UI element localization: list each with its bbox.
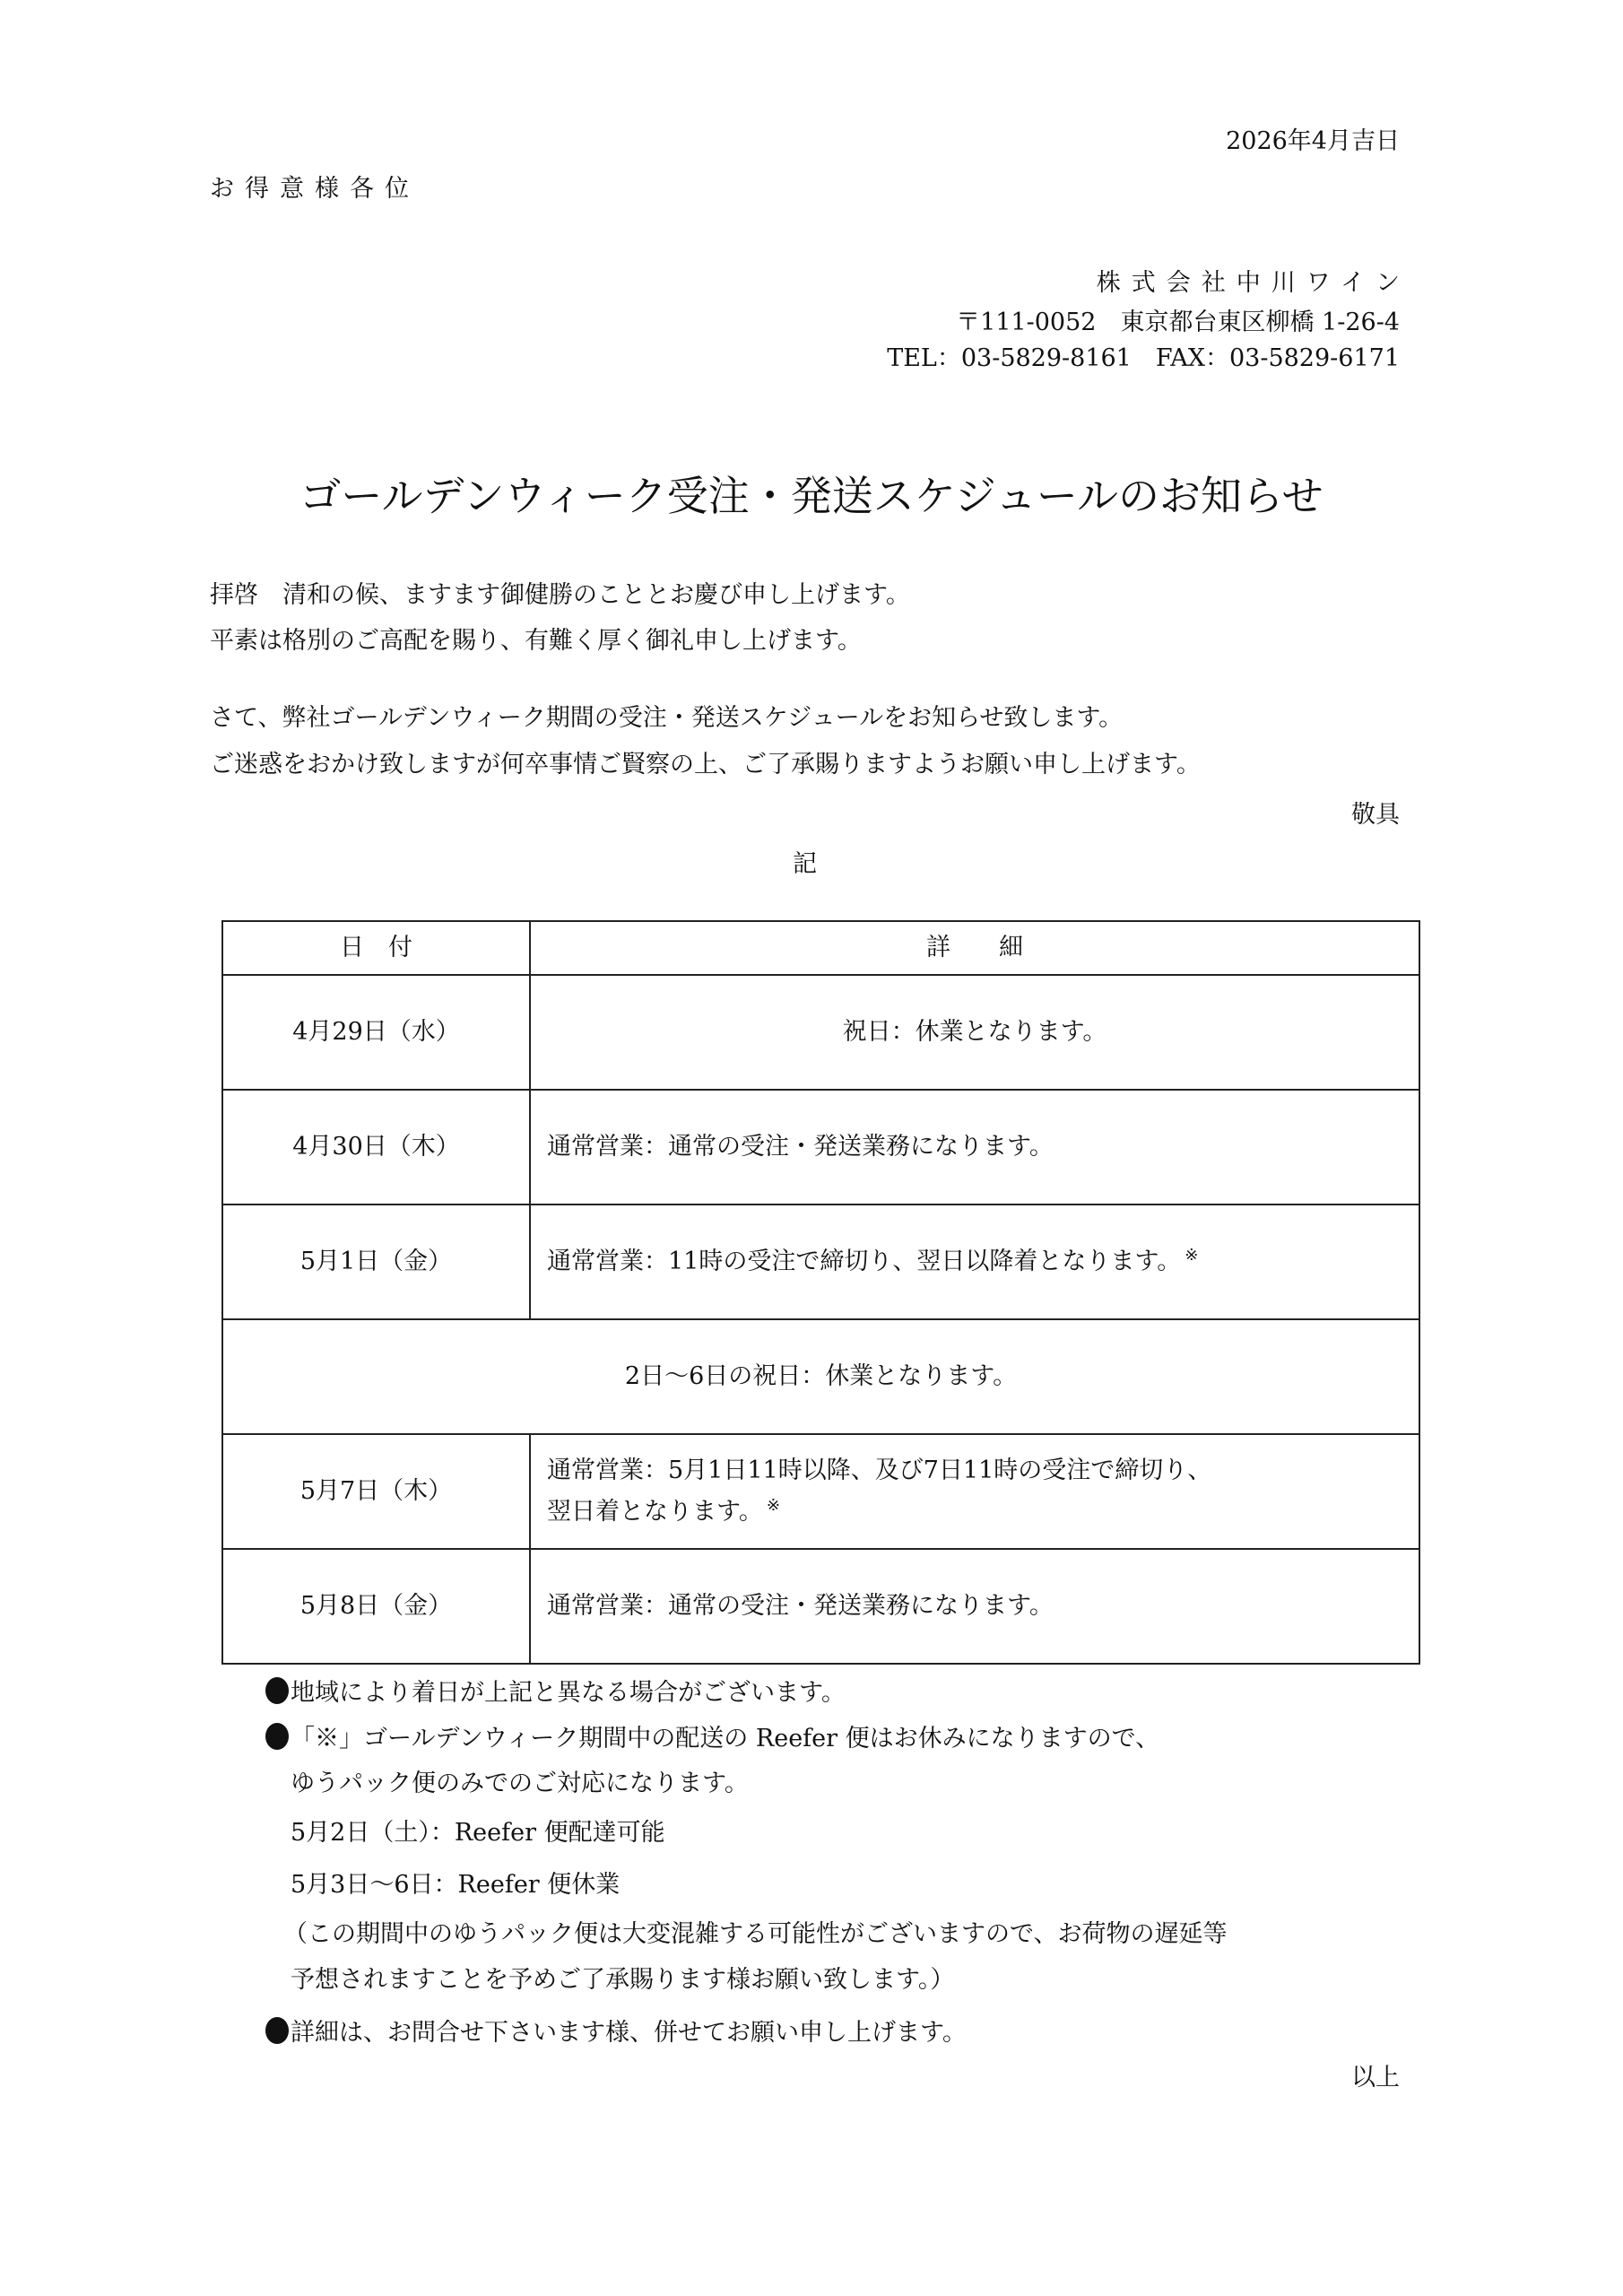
row-date: 5月8日（金）	[222, 1549, 530, 1664]
addressee: お得意様各位	[210, 175, 420, 203]
note-text: 詳細は、お問合せ下さいます様、併せてお願い申し上げます。	[291, 2019, 967, 2047]
row-detail: 祝日：休業となります。	[530, 975, 1419, 1090]
asterisk-mark: ※	[1185, 1246, 1199, 1265]
company-address: 〒111-0052 東京都台東区柳橋 1-26-4	[956, 309, 1400, 336]
bullet-icon	[265, 2017, 289, 2044]
closing-ijou: 以上	[1351, 2064, 1400, 2092]
bullet-icon	[265, 1677, 289, 1704]
row-date: 5月7日（木）	[222, 1434, 530, 1549]
table-row	[222, 1205, 1419, 1319]
header-detail: 詳 細	[530, 921, 1419, 975]
table-row	[222, 1434, 1419, 1549]
table-row	[222, 975, 1419, 1090]
row-date: 4月29日（水）	[222, 975, 530, 1090]
row-detail-line-2	[547, 1492, 1419, 1533]
asterisk-mark: ※	[766, 1496, 780, 1515]
row-detail	[530, 1434, 1419, 1549]
row-detail-text: 通常営業：11時の受注で締切り、翌日以降着となります。	[547, 1248, 1182, 1276]
note-2-continued: ゆうパック便のみでのご対応になります。	[291, 1770, 749, 1797]
note-reefer-available: 5月2日（土）：Reefer 便配達可能	[291, 1819, 665, 1847]
ki-heading: 記	[793, 850, 817, 878]
table-row	[222, 1090, 1419, 1205]
company-name: 株式会社中川ワイン	[1096, 269, 1410, 297]
row-detail-text: 翌日着となります。	[547, 1498, 763, 1526]
bullet-icon	[265, 1723, 289, 1750]
table-row-span	[222, 1319, 1419, 1434]
holiday-span-cell: 2日～6日の祝日：休業となります。	[222, 1319, 1419, 1434]
note-yupack-line-1: （この期間中のゆうパック便は大変混雑する可能性がございますので、お荷物の遅延等	[283, 1920, 1228, 1948]
note-reefer-closed: 5月3日～6日：Reefer 便休業	[291, 1871, 621, 1899]
body-line-4: ご迷惑をおかけ致しますが何卒事情ご賢察の上、ご了承賜りますようお願い申し上げます。	[210, 751, 1201, 778]
greeting-line-1: 拝啓 清和の候、ますます御健勝のこととお慶び申し上げます。	[210, 581, 910, 609]
row-date: 5月1日（金）	[222, 1205, 530, 1319]
row-detail: 通常営業：通常の受注・発送業務になります。	[530, 1090, 1419, 1205]
row-detail	[530, 1205, 1419, 1319]
row-detail: 通常営業：通常の受注・発送業務になります。	[530, 1549, 1419, 1664]
table-row	[222, 1549, 1419, 1664]
note-1	[265, 1677, 846, 1705]
schedule-table	[221, 920, 1420, 1665]
row-detail-line-1: 通常営業：5月1日11時以降、及び7日11時の受注で締切り、	[547, 1457, 1212, 1485]
row-date: 4月30日（木）	[222, 1090, 530, 1205]
body-line-3: さて、弊社ゴールデンウィーク期間の受注・発送スケジュールをお知らせ致します。	[210, 704, 1124, 732]
note-2	[265, 1723, 1159, 1751]
note-yupack-line-2: 予想されますことを予めご了承賜ります様お願い致します。）	[291, 1966, 955, 1994]
page-title: ゴールデンウィーク受注・発送スケジュールのお知らせ	[299, 472, 1324, 520]
note-text: 「※」ゴールデンウィーク期間中の配送の Reefer 便はお休みになりますので、	[291, 1725, 1160, 1752]
closing-keigu: 敬具	[1351, 801, 1400, 829]
issue-date: 2026年4月吉日	[1226, 127, 1400, 155]
note-3	[265, 2017, 967, 2045]
greeting-line-2: 平素は格別のご高配を賜り、有難く厚く御礼申し上げます。	[210, 627, 862, 655]
company-contact: TEL：03-5829-8161 FAX：03-5829-6171	[887, 344, 1400, 372]
table-header-row	[222, 921, 1419, 975]
header-date: 日 付	[222, 921, 530, 975]
note-text: 地域により着日が上記と異なる場合がございます。	[291, 1679, 846, 1707]
